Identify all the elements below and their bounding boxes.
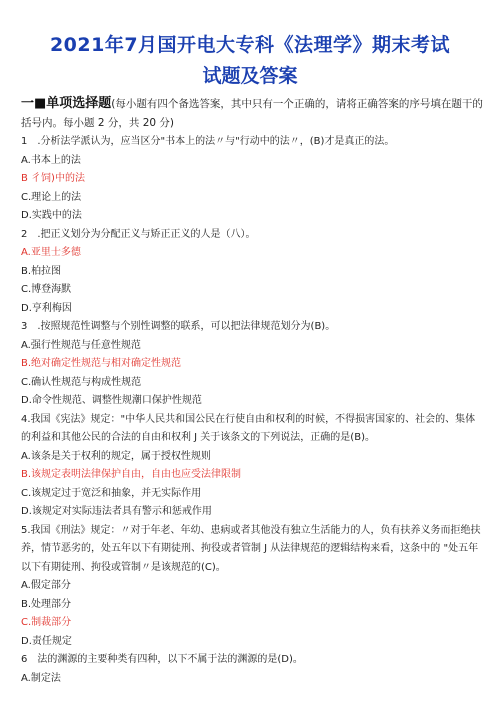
section-note: (每小题有四个备选答案，其中只有一个正确的，请将正确答案的序号填在题干的括号内。每小题 2 分，共 20 分) bbox=[21, 98, 483, 129]
option: C.确认性规范与构成性规范 bbox=[21, 376, 142, 388]
option-correct: C.制裁部分 bbox=[21, 617, 72, 628]
document-title: 2021年7月国开电大专科《法理学》期末考试 bbox=[49, 34, 451, 56]
option: D.实践中的法 bbox=[21, 210, 82, 221]
option: C.博登海默 bbox=[21, 284, 72, 295]
option: B.处理部分 bbox=[21, 598, 72, 610]
document-subtitle: 试题及答案 bbox=[202, 65, 298, 87]
option: D.命令性规范、调整性规潮口保护性规范 bbox=[21, 395, 202, 406]
option: A.书本上的法 bbox=[21, 154, 81, 166]
question-stem: 6 法的渊源的主要种类有四种，以下不属于法的渊源的是(D)。 bbox=[21, 654, 303, 665]
option: A.该条是关于权利的规定，属于授权性规则 bbox=[21, 450, 211, 462]
option-correct: A.亚里士多德 bbox=[21, 247, 81, 258]
option-correct: B.绝对确定性规范与相对确定性规范 bbox=[21, 358, 182, 369]
option: A.假定部分 bbox=[21, 580, 71, 591]
question-stem: 2 .把正义划分为分配正义与矫正正义的人是（八）。 bbox=[21, 228, 256, 240]
option: B.柏拉图 bbox=[21, 265, 62, 277]
question-stem: 1 .分析法学派认为，应当区分"书本上的法〃与"行动中的法〃，(B)才是真正的法。 bbox=[21, 136, 395, 147]
option: C.理论上的法 bbox=[21, 191, 82, 203]
section-header bbox=[21, 94, 483, 133]
option: D.责任规定 bbox=[21, 635, 72, 647]
question-stem: 4.我国《宪法》规定："中华人民共和国公民在行使自由和权利的时候，不得损害国家的、社会的、集体的利益和其他公民的合法的自由和权利 J 关于该条文的下列说法，正确的是(B)。 bbox=[21, 413, 476, 443]
option: C.该规定过于宽泛和抽象，并无实际作用 bbox=[21, 487, 202, 499]
section-heading: 一■单项选择题 bbox=[21, 96, 112, 111]
question-stem: 3 .按照规范性调整与个别性调整的联系，可以把法律规范划分为(B)。 bbox=[21, 321, 336, 332]
option: A.强行性规范与任意性规范 bbox=[21, 339, 141, 351]
document-body bbox=[21, 94, 483, 688]
question-stem: 5.我国《刑法》规定：〃对于年老、年幼、患病或者其他没有独立生活能力的人，负有扶养义务而拒绝扶养，情节恶劣的，处五年以下有期徒刑、拘役或者管制 J 从法律规范的逻辑结构来看，这条中的 "处五年以下有期徒刑、拘役或管制〃是该规范的(C)。 bbox=[21, 524, 481, 573]
option-correct: B 彳饲)中的法 bbox=[21, 173, 85, 184]
option: A.制定法 bbox=[21, 672, 61, 684]
option: D.亨利梅因 bbox=[21, 302, 72, 314]
option-correct: B.该规定表明法律保护自由，自由也应受法律限制 bbox=[21, 469, 242, 480]
option: D.该规定对实际违法者具有警示和惩戒作用 bbox=[21, 506, 212, 517]
